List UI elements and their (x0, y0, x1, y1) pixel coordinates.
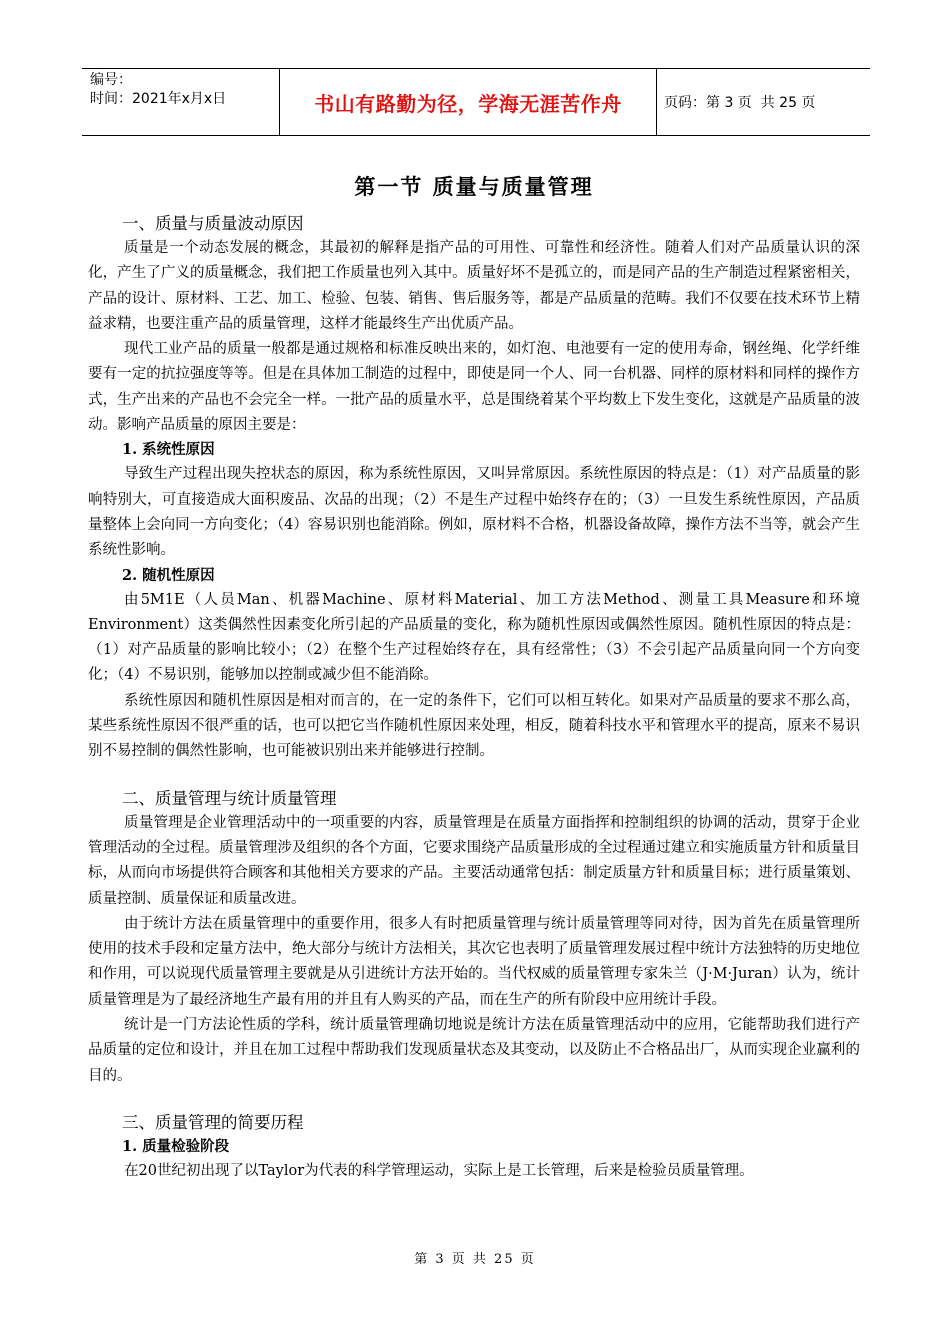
paragraph: 导致生产过程出现失控状态的原因，称为系统性原因，又叫异常原因。系统性原因的特点是：（1）对产品质量的影响特别大，可直接造成大面积废品、次品的出现；（2）不是生产过程中始终存在的；（3）一旦发生系统性原因，产品质量整体上会向同一方向变化；（4）容易识别也能消除。例如，原材料不合格，机器设备故障，操作方法不当等，就会产生系统性影响。 (88, 466, 860, 559)
header-page-info (656, 69, 870, 135)
section-heading-2: 二、质量管理与统计质量管理 (122, 788, 337, 808)
paragraph: 由于统计方法在质量管理中的重要作用，很多人有时把质量管理与统计质量管理等同对待，因为首先在质量管理所使用的技术手段和定量方法中，绝大部分与统计方法相关，其次它也表明了质量管理发展过程中统计方法独特的历史地位和作用，可以说现代质量管理主要就是从引进统计方法开始的。当代权威的质量管理专家朱兰（J·M·Juran）认为，统计质量管理是为了最经济地生产最有用的并且有人购买的产品，而在生产的所有阶段中应用统计手段。 (88, 915, 860, 1008)
subheading-systematic: 1. 系统性原因 (122, 441, 215, 459)
paragraph: 质量是一个动态发展的概念，其最初的解释是指产品的可用性、可靠性和经济性。随着人们对产品质量认识的深化，产生了广义的质量概念，我们把工作质量也列入其中。质量好坏不是孤立的，而是同产品的生产制造过程紧密相关，产品的设计、原材料、工艺、加工、检验、包装、销售、售后服务等，都是产品质量的范畴。我们不仅要在技术环节上精益求精，也要注重产品的质量管理，这样才能最终生产出优质产品。 (88, 240, 860, 332)
header-meta (82, 69, 280, 135)
spacer (88, 1089, 860, 1111)
paragraph: 由5M1E（人员Man、机器Machine、原材料Material、加工方法Method、测量工具Measure和环境Environment）这类偶然性因素变化所引起的产品质量的变化，称为随机性原因或偶然性原因。随机性原因的特点是：（1）对产品质量的影响比较小；（2）在整个生产过程始终存在，具有经常性；（3）不会引起产品质量向同一个方向变化；（4）不易识别，能够加以控制或减少但不能消除。 (88, 591, 860, 684)
subheading-random: 2. 随机性原因 (122, 566, 215, 584)
section-heading-3: 三、质量管理的简要历程 (122, 1112, 304, 1132)
number-label: 编号： (90, 72, 132, 88)
page-footer: 第 3 页 共 25 页 (414, 1252, 536, 1267)
page-title: 第一节 质量与质量管理 (354, 174, 594, 199)
date-line: 时间：2021年x月x日 (90, 91, 227, 107)
page-header (82, 68, 870, 136)
subheading-inspection: 1. 质量检验阶段 (122, 1137, 230, 1155)
paragraph: 质量管理是企业管理活动中的一项重要的内容，质量管理是在质量方面指挥和控制组织的协调的活动，贯穿于企业管理活动的全过程。质量管理涉及组织的各个方面，它要求围绕产品质量形成的全过程通过建立和实施质量方针和质量目标，从而向市场提供符合顾客和其他相关方要求的产品。主要活动通常包括：制定质量方针和质量目标；进行质量策划、质量控制、质量保证和质量改进。 (88, 814, 860, 907)
header-motto: 书山有路勤为径，学海无涯苦作舟 (280, 69, 657, 135)
section-heading-1: 一、质量与质量波动原因 (122, 214, 304, 233)
paragraph: 统计是一门方法论性质的学科，统计质量管理确切地说是统计方法在质量管理活动中的应用，它能帮助我们进行产品质量的定位和设计，并且在加工过程中帮助我们发现质量状态及其变动，以及防止不合格品出厂，从而实现企业赢利的目的。 (88, 1017, 860, 1084)
page-info-text: 页码：第 3 页 共 25 页 (664, 95, 816, 111)
paragraph: 系统性原因和随机性原因是相对而言的，在一定的条件下，它们可以相互转化。如果对产品质量的要求不那么高，某些系统性原因不很严重的话，也可以把它当作随机性原因来处理，相反，随着科技水平和管理水平的提高，原来不易识别不易控制的偶然性影响，也可能被识别出来并能够进行控制。 (88, 692, 860, 760)
paragraph: 在20世纪初出现了以Taylor为代表的科学管理运动，实际上是工长管理，后来是检验员质量管理。 (124, 1162, 754, 1179)
paragraph: 现代工业产品的质量一般都是通过规格和标准反映出来的，如灯泡、电池要有一定的使用寿命，钢丝绳、化学纤维要有一定的抗拉强度等等。但是在具体加工制造的过程中，即使是同一个人、同一台机器、同样的原材料和同样的操作方式，生产出来的产品也不会完全一样。一批产品的质量水平，总是围绕着某个平均数上下发生变化，这就是产品质量的波动。影响产品质量的原因主要是： (88, 341, 860, 434)
document-body (88, 170, 860, 1184)
spacer (88, 765, 860, 787)
